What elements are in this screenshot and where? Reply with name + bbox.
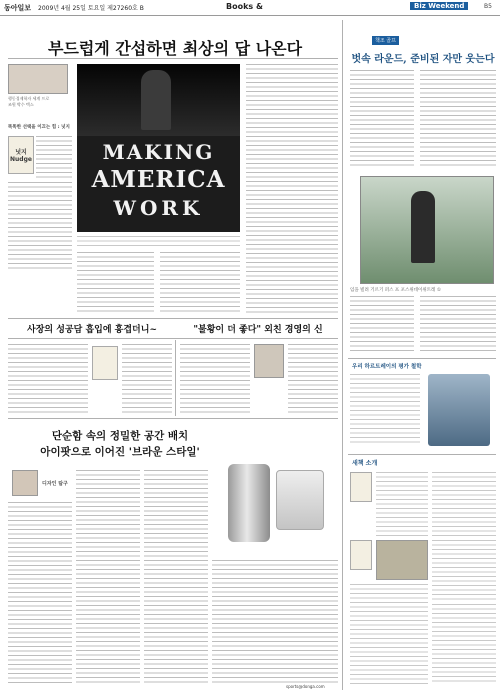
- article-text: [288, 344, 338, 414]
- book-blurb: [432, 472, 496, 536]
- book-blurb: [376, 472, 428, 536]
- article-text: [8, 182, 72, 272]
- footer-email: sports@donga.com: [286, 684, 325, 689]
- book-info: 똑똑한 선택을 이끄는 힘 : 넛지: [8, 125, 70, 130]
- main-headline: 부드럽게 간섭하면 최상의 답 나온다: [47, 39, 303, 58]
- box-text: [350, 374, 420, 444]
- book-cover-title: 넛지 Nudge: [10, 149, 32, 163]
- column-rule: [342, 20, 343, 690]
- new-books-title: 새책 소개: [352, 460, 378, 467]
- sub-headline-right: "불황이 더 좋다" 외친 경영의 신: [193, 325, 323, 335]
- book-photo: [376, 540, 428, 580]
- section-title: Books &: [226, 2, 263, 11]
- lower-headline-1: 단순함 속의 정밀한 공간 배치: [51, 430, 189, 442]
- article-text: [350, 296, 414, 354]
- page-header: [0, 0, 500, 16]
- product-photo-charger: [276, 470, 324, 530]
- article-text: [76, 470, 140, 684]
- divider: [8, 58, 338, 59]
- author-portrait: [8, 64, 68, 94]
- article-text: [420, 70, 496, 168]
- divider: [8, 418, 338, 419]
- box-title: 우리 하르트레이의 평가 철학: [352, 364, 422, 370]
- golf-photo: [360, 176, 494, 284]
- right-headline: 벗속 라운드, 준비된 자만 웃는다: [351, 54, 495, 65]
- article-text: [122, 344, 172, 414]
- divider: [348, 358, 496, 359]
- book-cover: [350, 540, 372, 570]
- article-text: [212, 560, 338, 684]
- book-blurb: [432, 540, 496, 600]
- section-badge: Biz Weekend: [410, 2, 468, 10]
- product-photo-shaver: [228, 464, 270, 542]
- divider: [8, 338, 338, 339]
- golf-photo-caption: 임을 빌려 기르기 퍼스 프 포스위데이위트레 ①: [350, 288, 441, 293]
- newspaper-logo: 동아일보: [4, 4, 32, 12]
- article-text: [36, 136, 72, 180]
- photo-sign: [87, 138, 230, 222]
- book-blurb: [432, 604, 496, 684]
- author-portrait: [254, 344, 284, 378]
- article-text: [160, 252, 240, 314]
- article-text: [8, 502, 72, 684]
- issue-date: 2009년 4월 25일 토요일 제27260호 B: [38, 5, 144, 12]
- divider: [8, 318, 338, 319]
- page-number: B5: [484, 3, 492, 10]
- article-text: [144, 470, 208, 684]
- divider: [348, 454, 496, 455]
- author-portrait: [12, 470, 38, 496]
- article-text: [180, 344, 250, 414]
- speaker-figure: [141, 70, 171, 130]
- article-text: [246, 64, 338, 314]
- sign-line: MAKING: [102, 140, 215, 164]
- lower-headline-2: 아이팟으로 이어진 '브라운 스타일': [40, 446, 200, 458]
- golfer-figure: [411, 191, 435, 263]
- column-rule: [175, 340, 176, 416]
- sign-line: WORK: [113, 196, 204, 220]
- article-text: [77, 252, 154, 314]
- main-photo: [77, 64, 240, 232]
- lower-author: 디자인 탐구: [42, 481, 68, 487]
- book-cover: [92, 346, 118, 380]
- article-text: [350, 70, 414, 168]
- sign-line: AMERICA: [91, 166, 226, 193]
- photo-caption-text: [77, 236, 240, 246]
- jacket-photo: [428, 374, 490, 446]
- book-cover: [8, 136, 34, 174]
- sub-headline-left: 사장의 성공담 흡입에 흥겹더니~: [27, 325, 157, 335]
- book-cover: [350, 472, 372, 502]
- author-caption: 행동경제학자 세계 프로 조원 박수 텍스: [8, 96, 50, 107]
- book-blurb: [350, 584, 428, 684]
- article-text: [8, 344, 88, 414]
- golf-section-tag: 책조 골프: [372, 36, 399, 45]
- article-text: [420, 296, 496, 354]
